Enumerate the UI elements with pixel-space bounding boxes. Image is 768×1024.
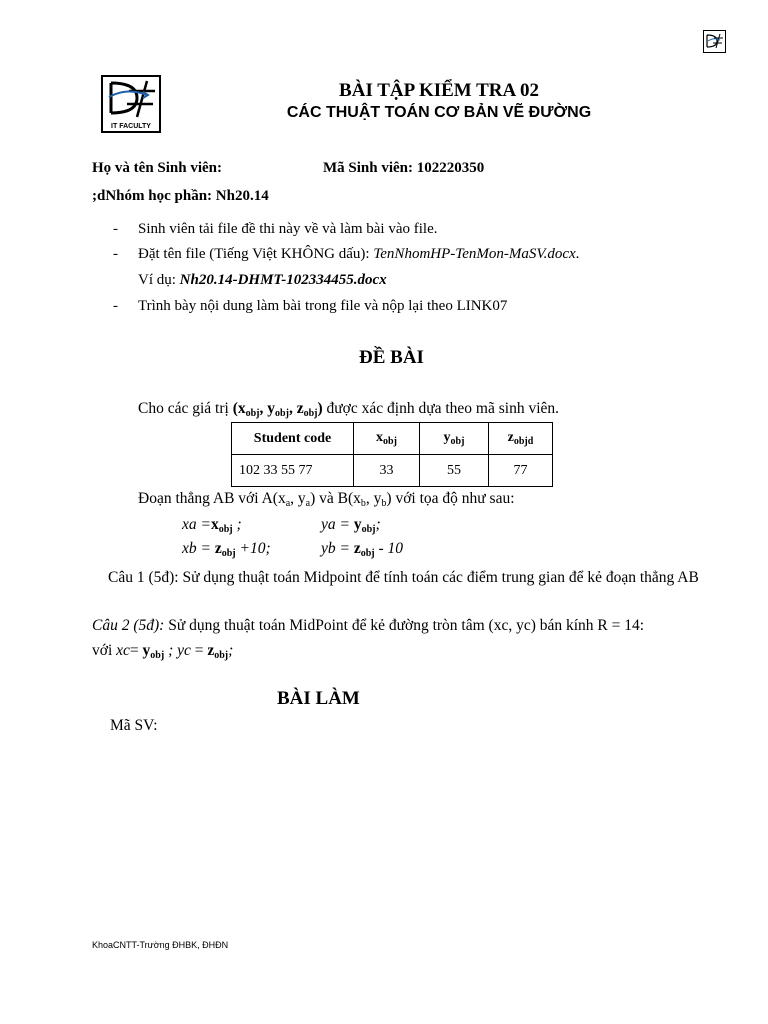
small-logo-graphic (704, 31, 725, 52)
instruction-example (138, 272, 387, 289)
group-line (92, 188, 269, 205)
table-cell: 102 33 55 77 (232, 455, 354, 487)
small-faculty-logo (703, 30, 726, 53)
table-header-row (232, 423, 553, 455)
page-footer: KhoaCNTT-Trường ĐHBK, ĐHĐN (92, 940, 229, 950)
question-2-label: Câu 2 (5đ): (92, 617, 165, 634)
student-code-table (231, 422, 553, 487)
student-id-label: Mã Sinh viên: (323, 160, 414, 176)
instruction-text: Sinh viên tải file đề thi này về và làm bài vào file. (138, 221, 438, 237)
group-label: ;dNhóm học phần: (92, 188, 213, 204)
table-header-cell: $y_{obj}$ (420, 423, 489, 455)
page-title: BÀI TẬP KIỂM TRA 02 (339, 80, 539, 101)
question-2-text: Sử dụng thuật toán MidPoint để kẻ đường tròn tâm (xc, yc) bán kính R = 14: (164, 617, 645, 634)
group-value: Nh20.14 (215, 188, 269, 204)
question-1: Câu 1 (5đ): Sử dụng thuật toán Midpoint để tính toán các điểm trung gian để kẻ đoạn thẳng AB (108, 569, 699, 586)
problem-intro: Cho các giá trị ($x_{obj}$, $y_{obj}$, $z_{obj}$) được xác định dựa theo mã sinh viên. (138, 400, 560, 419)
table-header-cell: $z_{objd}$ (489, 423, 553, 455)
answer-heading: BÀI LÀM (277, 688, 360, 709)
instruction-text: Trình bày nội dung làm bài trong file và nộp lại theo LINK07 (138, 298, 508, 314)
instruction-item: - Sinh viên tải file đề thi này về và làm bài vào file. (113, 221, 438, 237)
example-filename: Nh20.14-DHMT-102334455.docx (179, 272, 387, 288)
student-id-value: 102220350 (416, 160, 485, 176)
page-subtitle: CÁC THUẬT TOÁN CƠ BẢN VẼ ĐƯỜNG (286, 104, 592, 121)
table-row (232, 455, 553, 487)
example-label: Ví dụ: (138, 272, 180, 288)
answer-student-id-label: Mã SV: (110, 717, 158, 734)
question-2: Câu 2 (5đ): Sử dụng thuật toán MidPoint để kẻ đường tròn tâm (xc, yc) bán kính R = 14: với $xc= y_{obj}$ ; yc = $z_{obj}$; (92, 617, 645, 661)
coord-ya: ya = $y_{obj}$; (321, 516, 381, 535)
instruction-item: - Đặt tên file (Tiếng Việt KHÔNG dấu): TenNhomHP-TenMon-MaSV.docx. (113, 246, 580, 262)
table-header-cell: $x_{obj}$ (354, 423, 420, 455)
student-id-line (323, 160, 484, 177)
table-header-cell: Student code (232, 423, 354, 455)
coord-yb: yb = $z_{obj} - 10$ (321, 540, 404, 559)
problem-heading: ĐỀ BÀI (359, 347, 424, 368)
filename-pattern: TenNhomHP-TenMon-MaSV.docx (373, 246, 576, 262)
logo-caption: IT FACULTY (111, 123, 151, 130)
table-cell: 33 (354, 455, 420, 487)
coord-xb: xb = $z_{obj} +10$; (182, 540, 271, 559)
student-name-label: Họ và tên Sinh viên: (92, 160, 223, 176)
coord-xa: xa $=x_{obj}$ ; (182, 516, 242, 535)
segment-description: Đoạn thẳng AB với $A(x_a$, $y_a$) và $B(x_b$, $y_b$) với tọa độ như sau: (138, 490, 515, 509)
instruction-text: Đặt tên file (Tiếng Việt KHÔNG dấu): (138, 246, 374, 262)
table-cell: 55 (420, 455, 489, 487)
instruction-item: - Trình bày nội dung làm bài trong file và nộp lại theo LINK07 (113, 298, 508, 314)
table-cell: 77 (489, 455, 553, 487)
